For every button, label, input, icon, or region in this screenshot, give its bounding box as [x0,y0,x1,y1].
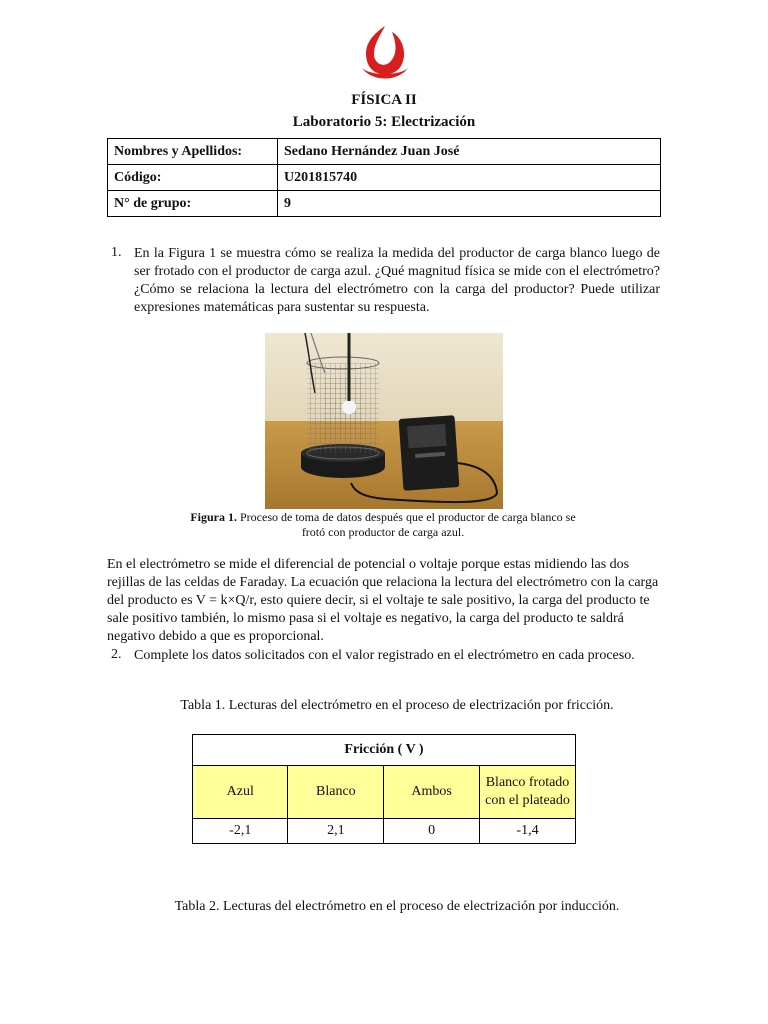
lab-title: Laboratorio 5: Electrización [292,114,476,130]
code-label: Código: [108,165,278,191]
table-cell: 0 [384,819,480,844]
table-row [193,766,576,819]
table-row [108,191,661,217]
question-2-number: 2. [111,647,122,662]
question-1-text: En la Figura 1 se muestra cómo se realiza la medida del productor de carga blanco luego de ser frotado con el productor de carga azul. ¿Qué magnitud física se mide con el electrómetro? ¿Cómo se relaciona la lectura del electrómetro con la carga del productor? Puede utilizar expresiones matemáticas para sustentar su respuesta. [134,246,660,315]
column-header: Ambos [384,766,480,819]
code-value: U201815740 [278,165,661,191]
figure-1-label: Figura 1. [190,510,237,524]
table-2-caption: Tabla 2. Lecturas del electrómetro en el proceso de electrización por inducción. [174,899,620,914]
question-1-number: 1. [111,245,122,260]
name-value: Sedano Hernández Juan José [278,139,661,165]
student-info-table [107,138,661,217]
table-row [193,819,576,844]
answer-1-text: En el electrómetro se mide el diferencial de potencial o voltaje porque estas midiendo las dos rejillas de las celdas de Faraday. La ecuación que relaciona la lectura del electrómetro con la carga del producto es V = k×Q/r, esto quiere decir, si el voltaje te sale positivo, la carga del producto te sale positivo también, lo mismo pasa si el voltaje es negativo, la carga del producto te saldrá negativo debido a que es proporcional. [107,557,659,644]
table-cell: 2,1 [288,819,384,844]
column-header: Blanco frotado con el plateado [480,766,576,819]
friction-table [192,734,576,844]
figure-1-caption-text: Proceso de toma de datos después que el productor de carga blanco se frotó con productor de carga azul. [240,510,576,539]
friction-header: Fricción ( V ) [193,735,576,766]
table-row [193,735,576,766]
name-label: Nombres y Apellidos: [108,139,278,165]
column-header: Blanco [288,766,384,819]
table-row [108,165,661,191]
university-logo-icon [356,24,414,84]
table-1-caption: Tabla 1. Lecturas del electrómetro en el proceso de electrización por fricción. [180,698,614,713]
table-cell: -2,1 [193,819,288,844]
electrometer-photo [265,333,503,509]
column-header: Azul [193,766,288,819]
question-2-text: Complete los datos solicitados con el valor registrado en el electrómetro en cada proceso. [134,648,635,663]
group-label: N° de grupo: [108,191,278,217]
table-cell: -1,4 [480,819,576,844]
group-value: 9 [278,191,661,217]
figure-1-caption [190,510,576,540]
table-row [108,139,661,165]
course-title: FÍSICA II [351,92,417,108]
